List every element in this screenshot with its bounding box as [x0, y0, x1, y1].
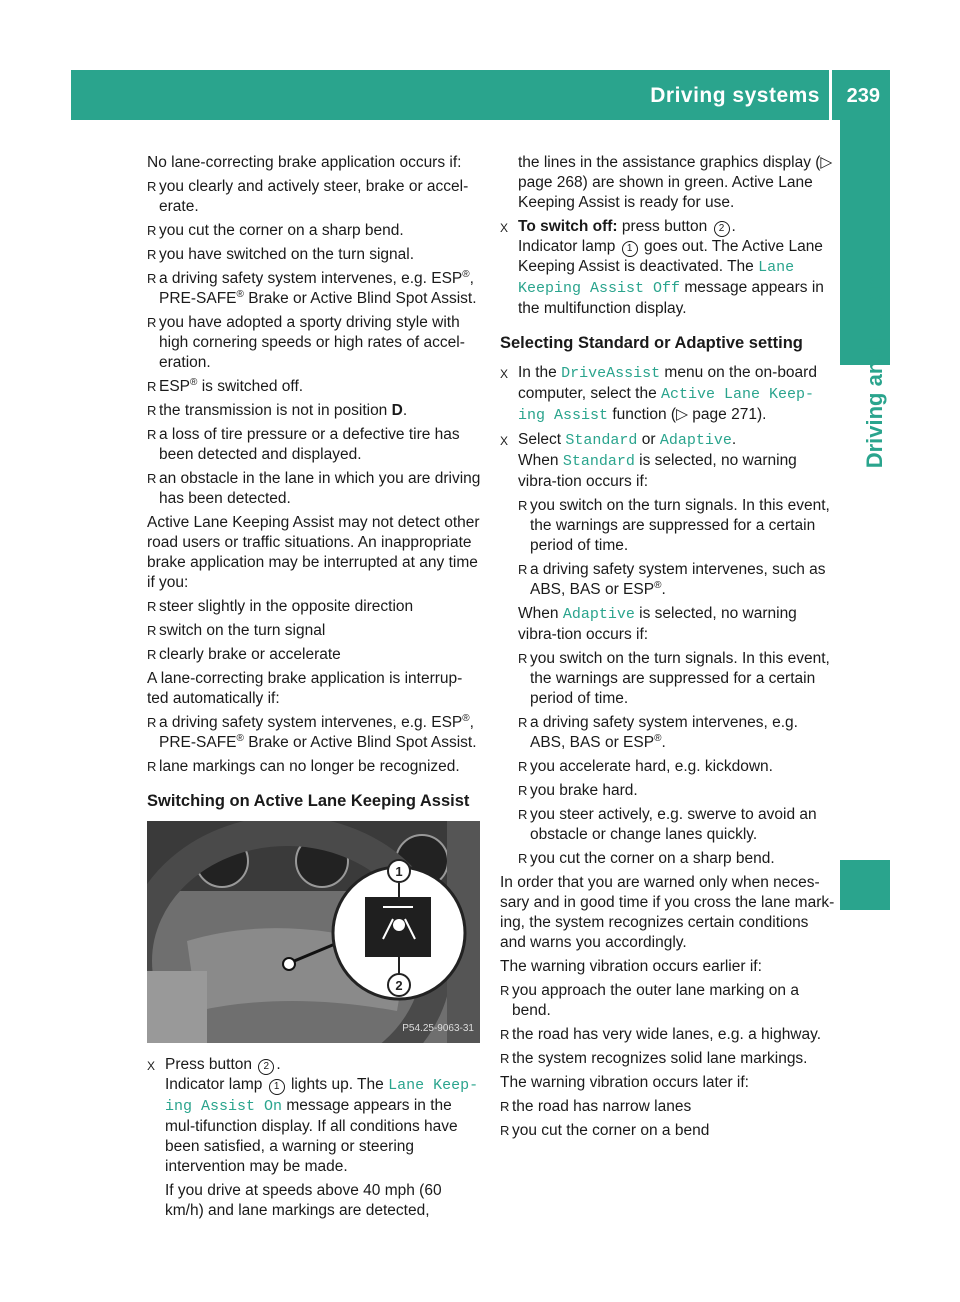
list-item: R you clearly and actively steer, brake or accel-erate. — [147, 178, 469, 215]
left-column — [147, 153, 482, 1225]
list-item: R you cut the corner on a sharp bend. — [518, 850, 775, 867]
list-item: R a loss of tire pressure or a defective tire has been detected and displayed. — [147, 426, 460, 463]
paragraph: Active Lane Keeping Assist may not detect other road users or traffic situations. An inappropriate brake application may be interrupted at any time if you: — [147, 514, 480, 591]
list-item: R you approach the outer lane marking on a bend. — [500, 982, 799, 1019]
paragraph: The warning vibration occurs earlier if: — [500, 958, 762, 975]
instruction-step: X In the DriveAssist menu on the on-board computer, select the Active Lane Keep‐ing Assist function (▷ page 271). — [500, 364, 817, 424]
list-item: R an obstacle in the lane in which you are driving has been detected. — [147, 470, 481, 507]
side-tab-marker — [840, 860, 890, 910]
list-item: R you switch on the turn signals. In this event, the warnings are suppressed for a certain period of time. — [518, 497, 830, 554]
list-item: R a driving safety system intervenes, e.g. ESP®, PRE-SAFE® Brake or Active Blind Spot Assist. — [147, 712, 477, 751]
paragraph: If you drive at speeds above 40 mph (60 km/h) and lane markings are detected, — [165, 1182, 442, 1219]
list-item: R switch on the turn signal — [147, 622, 326, 639]
section-heading: Selecting Standard or Adaptive setting — [500, 334, 803, 352]
list-item: R you switch on the turn signals. In this event, the warnings are suppressed for a certain period of time. — [518, 650, 830, 707]
side-tab-label: Driving and parking — [862, 261, 887, 469]
instruction-step: X Press button 2 . Indicator lamp 1 lights up. The Lane Keep‐ing Assist On message appears in the mul-tifunction display. If all conditions have been satisfied, a warning or steering intervention may be made. — [147, 1056, 479, 1175]
section-title: Driving systems — [650, 84, 820, 107]
paragraph: No lane-correcting brake application occurs if: — [147, 154, 462, 171]
list-item: R the system recognizes solid lane markings. — [500, 1050, 808, 1067]
list-item: R a driving safety system intervenes, e.g. ABS, BAS or ESP®. — [518, 714, 798, 751]
instruction-step: X Select Standard or Adaptive. When Standard is selected, no warning vibra-tion occurs if: — [500, 431, 797, 490]
list-item: R you have adopted a sporty driving style with high cornering speeds or high rates of accel-eration. — [147, 314, 465, 371]
list-item: R you steer actively, e.g. swerve to avoid an obstacle or change lanes quickly. — [518, 806, 817, 843]
callout-1-label: 1 — [395, 864, 403, 879]
list-item: R you accelerate hard, e.g. kickdown. — [518, 758, 773, 775]
list-item: R you cut the corner on a sharp bend. — [147, 222, 404, 239]
list-item: R a driving safety system intervenes, e.g. ESP®, PRE-SAFE® Brake or Active Blind Spot Assist. — [147, 268, 477, 307]
figure-id: P54.25-9063-31 — [402, 1023, 474, 1034]
paragraph: the lines in the assistance graphics display (▷ page 268) are shown in green. Active Lane Keeping Assist is ready for use. — [518, 154, 833, 211]
list-item: R the transmission is not in position D. — [147, 402, 408, 419]
list-item: R steer slightly in the opposite direction — [147, 598, 414, 615]
list-item: R a driving safety system intervenes, such as ABS, BAS or ESP®. — [518, 561, 826, 598]
steering-wheel-illustration — [147, 821, 480, 1043]
list-item: R ESP® is switched off. — [147, 376, 304, 395]
list-item: R the road has narrow lanes — [500, 1098, 692, 1115]
paragraph: In order that you are warned only when neces-sary and in good time if you cross the lane mark-ing, the system recognizes certain conditions and warns you accordingly. — [500, 874, 835, 951]
page-number: 239 — [846, 85, 880, 107]
paragraph: When Adaptive is selected, no warning vibra-tion occurs if: — [518, 605, 797, 643]
page-header — [71, 70, 890, 120]
list-item: R lane markings can no longer be recognized. — [147, 758, 460, 775]
section-heading: Switching on Active Lane Keeping Assist — [147, 792, 470, 810]
list-item: R you cut the corner on a bend — [500, 1122, 710, 1139]
header-divider — [829, 70, 832, 120]
list-item: R you have switched on the turn signal. — [147, 246, 415, 263]
right-column — [500, 153, 835, 1145]
steering-wheel-figure — [147, 821, 480, 1043]
instruction-step: X To switch off: press button 2 . Indicator lamp 1 goes out. The Active Lane Keeping Assist is deactivated. The Lane Keeping Assist Off message appears in the multifunction display. — [500, 218, 824, 317]
callout-2-label: 2 — [395, 978, 403, 993]
list-item: R the road has very wide lanes, e.g. a highway. — [500, 1026, 822, 1043]
list-item: R you brake hard. — [518, 782, 638, 799]
list-item: R clearly brake or accelerate — [147, 646, 341, 663]
paragraph: A lane-correcting brake application is interrup-ted automatically if: — [147, 670, 463, 707]
paragraph: The warning vibration occurs later if: — [500, 1074, 749, 1091]
